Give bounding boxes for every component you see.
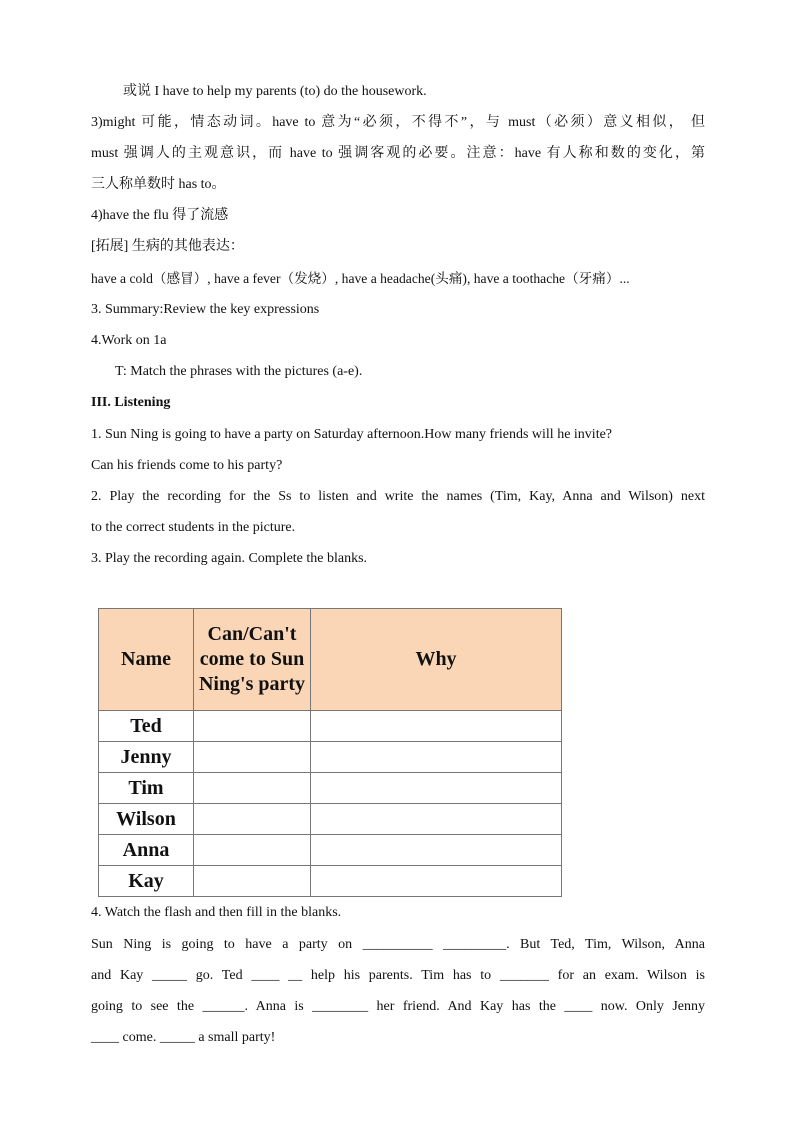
why-cell[interactable]	[311, 773, 562, 804]
why-cell[interactable]	[311, 866, 562, 897]
header-why: Why	[311, 609, 562, 711]
name-cell: Jenny	[99, 742, 194, 773]
why-cell[interactable]	[311, 804, 562, 835]
text-line: to the correct students in the picture.	[91, 520, 296, 535]
can-cell[interactable]	[194, 773, 311, 804]
name-cell: Ted	[99, 711, 194, 742]
text-line: 1. Sun Ning is going to have a party on Saturday afternoon.How many friends will he invite?	[91, 427, 613, 442]
section-heading: III. Listening	[91, 395, 171, 410]
text-line: have a cold（感冒）, have a fever（发烧）, have a headache(头痛), have a toothache（牙痛）...	[91, 271, 630, 286]
text-line: 4.Work on 1a	[91, 333, 167, 348]
party-table	[98, 608, 562, 897]
table-row	[99, 866, 562, 897]
text-line: must 强调人的主观意识，而 have to 强调客观的必要。注意：have 有人称和数的变化，第	[91, 146, 705, 161]
table-row	[99, 773, 562, 804]
text-line: 或说 I have to help my parents (to) do the housework.	[123, 84, 427, 99]
can-cell[interactable]	[194, 742, 311, 773]
why-cell[interactable]	[311, 742, 562, 773]
header-name: Name	[99, 609, 194, 711]
name-cell: Kay	[99, 866, 194, 897]
text-line: 3. Summary:Review the key expressions	[91, 302, 320, 317]
can-cell[interactable]	[194, 711, 311, 742]
text-line: [拓展] 生病的其他表达：	[91, 239, 244, 254]
fill-blank-line: and Kay _____ go. Ted ____ __ help his parents. Tim has to _______ for an exam. Wilson is	[91, 968, 705, 983]
text-line: T: Match the phrases with the pictures (a-e).	[115, 364, 363, 379]
why-cell[interactable]	[311, 711, 562, 742]
header-can: Can/Can't come to Sun Ning's party	[194, 609, 311, 711]
table-row	[99, 742, 562, 773]
table-row	[99, 835, 562, 866]
text-line: 4. Watch the flash and then fill in the blanks.	[91, 905, 342, 920]
fill-blank-line: Sun Ning is going to have a party on __________ _________. But Ted, Tim, Wilson, Anna	[91, 937, 705, 952]
can-cell[interactable]	[194, 866, 311, 897]
text-line: 2. Play the recording for the Ss to listen and write the names (Tim, Kay, Anna and Wilson) next	[91, 489, 705, 504]
text-line: 3)might 可能，情态动词。have to 意为“必须，不得不”，与 must（必须）意义相似， 但	[91, 115, 705, 130]
text-line: 三人称单数时 has to。	[91, 177, 226, 192]
table-row	[99, 711, 562, 742]
text-line: 3. Play the recording again. Complete the blanks.	[91, 551, 368, 566]
why-cell[interactable]	[311, 835, 562, 866]
name-cell: Wilson	[99, 804, 194, 835]
fill-blank-line: going to see the ______. Anna is ________ her friend. And Kay has the ____ now. Only Jenny	[91, 999, 705, 1014]
can-cell[interactable]	[194, 804, 311, 835]
text-line: Can his friends come to his party?	[91, 458, 283, 473]
name-cell: Anna	[99, 835, 194, 866]
table-row	[99, 804, 562, 835]
name-cell: Tim	[99, 773, 194, 804]
can-cell[interactable]	[194, 835, 311, 866]
text-line: 4)have the flu 得了流感	[91, 208, 229, 223]
fill-blank-line: ____ come. _____ a small party!	[91, 1030, 276, 1045]
